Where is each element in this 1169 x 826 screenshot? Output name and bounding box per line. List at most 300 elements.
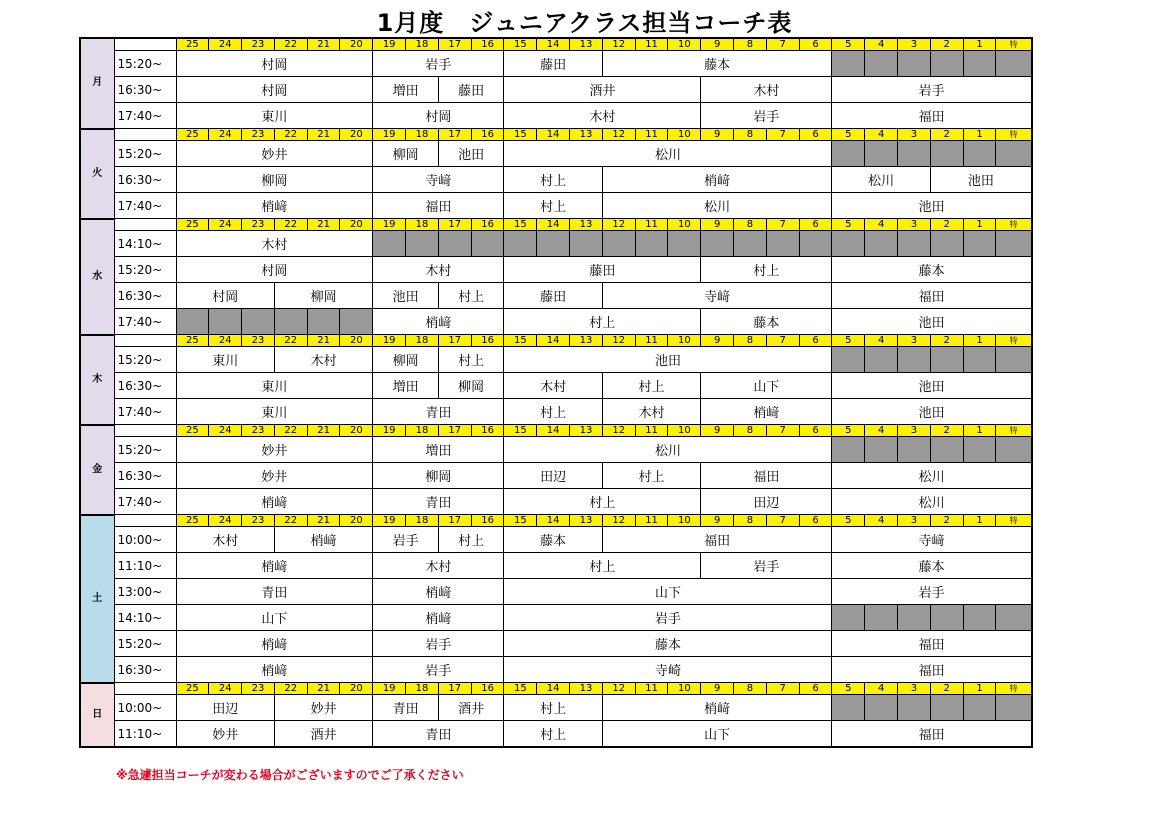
level-number: 20	[340, 425, 373, 437]
unavailable-cell	[274, 309, 307, 335]
header-blank	[114, 425, 176, 437]
level-number: 25	[176, 425, 209, 437]
time-slot-row	[80, 103, 1032, 129]
coach-cell: 田辺	[504, 463, 602, 489]
coach-cell: 池田	[438, 141, 504, 167]
level-number: 20	[340, 335, 373, 347]
level-number: 3	[898, 129, 931, 141]
level-number: 23	[242, 425, 275, 437]
level-number: 17	[438, 38, 471, 51]
coach-cell: 梢﨑	[176, 631, 373, 657]
time-label: 15:20~	[114, 347, 176, 373]
level-header-row	[80, 219, 1032, 231]
level-number: 20	[340, 38, 373, 51]
coach-cell: 柳岡	[176, 167, 373, 193]
coach-cell: 青田	[373, 399, 504, 425]
time-slot-row	[80, 347, 1032, 373]
level-number: 17	[438, 425, 471, 437]
level-number: 19	[373, 129, 406, 141]
level-number: 11	[635, 683, 668, 695]
coach-cell: 池田	[832, 193, 1032, 219]
coach-cell: 木村	[373, 257, 504, 283]
level-number: 16	[471, 219, 504, 231]
level-number: 24	[209, 515, 242, 527]
level-number: 25	[176, 335, 209, 347]
level-number: 4	[865, 335, 898, 347]
level-number: 24	[209, 335, 242, 347]
level-number: 12	[602, 129, 635, 141]
level-number: 21	[307, 38, 340, 51]
unavailable-cell	[963, 605, 996, 631]
time-label: 17:40~	[114, 193, 176, 219]
time-slot-row	[80, 489, 1032, 515]
header-blank	[114, 219, 176, 231]
time-slot-row	[80, 193, 1032, 219]
unavailable-cell	[996, 605, 1032, 631]
day-label: 月	[80, 38, 114, 129]
coach-cell: 岩手	[701, 103, 832, 129]
level-number: 21	[307, 335, 340, 347]
time-slot-row	[80, 605, 1032, 631]
unavailable-cell	[504, 231, 537, 257]
coach-cell: 梢﨑	[274, 527, 372, 553]
coach-cell: 池田	[832, 399, 1032, 425]
coach-cell: 池田	[504, 347, 832, 373]
unavailable-cell	[996, 231, 1032, 257]
unavailable-cell	[799, 231, 832, 257]
time-label: 16:30~	[114, 373, 176, 399]
unavailable-cell	[438, 231, 471, 257]
coach-cell: 福田	[832, 657, 1032, 683]
level-number: 20	[340, 515, 373, 527]
coach-cell: 山下	[602, 721, 832, 748]
level-number: 18	[406, 515, 439, 527]
level-number: 13	[570, 425, 603, 437]
level-number: 1	[963, 219, 996, 231]
level-number: 15	[504, 335, 537, 347]
unavailable-cell	[209, 309, 242, 335]
coach-cell: 松川	[602, 193, 832, 219]
time-slot-row	[80, 463, 1032, 489]
coach-cell: 田辺	[701, 489, 832, 515]
unavailable-cell	[930, 231, 963, 257]
coach-cell: 池田	[832, 373, 1032, 399]
unavailable-cell	[307, 309, 340, 335]
level-number: 11	[635, 38, 668, 51]
unavailable-cell	[898, 51, 931, 77]
level-number: 16	[471, 515, 504, 527]
unavailable-cell	[963, 51, 996, 77]
level-number: 2	[930, 515, 963, 527]
unavailable-cell	[930, 695, 963, 721]
level-number: 15	[504, 38, 537, 51]
coach-cell: 村上	[504, 309, 701, 335]
level-number: 9	[701, 38, 734, 51]
level-number: 6	[799, 425, 832, 437]
level-number: 6	[799, 683, 832, 695]
coach-cell: 村上	[504, 489, 701, 515]
unavailable-cell	[898, 695, 931, 721]
level-number: 4	[865, 515, 898, 527]
level-number: 6	[799, 38, 832, 51]
unavailable-cell	[963, 231, 996, 257]
coach-cell: 藤田	[504, 257, 701, 283]
level-number: 13	[570, 515, 603, 527]
level-header-row	[80, 515, 1032, 527]
time-label: 16:30~	[114, 283, 176, 309]
coach-cell: 村上	[504, 553, 701, 579]
level-number: 10	[668, 38, 701, 51]
coach-cell: 松川	[504, 141, 832, 167]
level-number: 22	[274, 219, 307, 231]
level-number: 5	[832, 515, 865, 527]
unavailable-cell	[406, 231, 439, 257]
time-label: 11:10~	[114, 721, 176, 748]
level-number: 19	[373, 425, 406, 437]
coach-cell: 松川	[832, 489, 1032, 515]
day-label: 金	[80, 425, 114, 515]
level-number: 7	[766, 219, 799, 231]
coach-cell: 寺﨑	[602, 283, 832, 309]
level-number: 22	[274, 515, 307, 527]
level-number: 18	[406, 129, 439, 141]
level-number: 17	[438, 335, 471, 347]
level-number: 8	[734, 425, 767, 437]
coach-cell: 村上	[438, 527, 504, 553]
day-label: 水	[80, 219, 114, 335]
unavailable-cell	[832, 231, 865, 257]
level-header-row	[80, 38, 1032, 51]
header-blank	[114, 683, 176, 695]
level-number: 5	[832, 683, 865, 695]
coach-cell: 木村	[373, 553, 504, 579]
level-number: 8	[734, 38, 767, 51]
level-number: 12	[602, 219, 635, 231]
level-number: 10	[668, 425, 701, 437]
unavailable-cell	[930, 437, 963, 463]
level-number: 9	[701, 515, 734, 527]
time-slot-row	[80, 373, 1032, 399]
unavailable-cell	[963, 695, 996, 721]
time-label: 10:00~	[114, 527, 176, 553]
unavailable-cell	[898, 347, 931, 373]
level-number: 6	[799, 219, 832, 231]
level-number: 18	[406, 219, 439, 231]
page-title: 1月度 ジュニアクラス担当コーチ表	[376, 9, 793, 37]
coach-cell: 岩手	[832, 579, 1032, 605]
coach-schedule-table	[79, 37, 1033, 748]
coach-cell: 福田	[832, 103, 1032, 129]
level-number: 5	[832, 38, 865, 51]
level-number: 2	[930, 129, 963, 141]
level-number: 17	[438, 683, 471, 695]
coach-cell: 柳岡	[274, 283, 372, 309]
level-header-row	[80, 129, 1032, 141]
level-number: 15	[504, 129, 537, 141]
unavailable-cell	[832, 605, 865, 631]
level-number: 12	[602, 683, 635, 695]
coach-cell: 木村	[176, 527, 274, 553]
level-number: 11	[635, 515, 668, 527]
disclaimer-note: ※急遽担当コーチが変わる場合がございますのでご了承ください	[116, 768, 464, 782]
time-label: 16:30~	[114, 77, 176, 103]
level-number: 7	[766, 425, 799, 437]
level-number: 23	[242, 129, 275, 141]
coach-cell: 村岡	[176, 51, 373, 77]
time-slot-row	[80, 553, 1032, 579]
unavailable-cell	[865, 695, 898, 721]
unavailable-cell	[996, 51, 1032, 77]
level-number: 25	[176, 129, 209, 141]
level-number: 22	[274, 683, 307, 695]
unavailable-cell	[963, 141, 996, 167]
coach-cell: 寺崎	[504, 657, 832, 683]
coach-cell: 山下	[504, 579, 832, 605]
time-label: 14:10~	[114, 605, 176, 631]
unavailable-cell	[996, 437, 1032, 463]
level-number: 25	[176, 515, 209, 527]
unavailable-cell	[766, 231, 799, 257]
level-number: 25	[176, 38, 209, 51]
level-number: 25	[176, 683, 209, 695]
coach-cell: 梢﨑	[176, 553, 373, 579]
level-number: 14	[537, 219, 570, 231]
coach-cell: 村上	[504, 695, 602, 721]
level-number: 1	[963, 425, 996, 437]
level-number: 5	[832, 335, 865, 347]
coach-cell: 梢﨑	[373, 579, 504, 605]
level-number: 22	[274, 129, 307, 141]
level-number: 特	[996, 38, 1032, 51]
level-header-row	[80, 335, 1032, 347]
level-number: 19	[373, 38, 406, 51]
level-number: 15	[504, 219, 537, 231]
coach-cell: 寺﨑	[832, 527, 1032, 553]
level-number: 21	[307, 515, 340, 527]
time-slot-row	[80, 437, 1032, 463]
coach-cell: 村上	[438, 283, 504, 309]
coach-cell: 岩手	[832, 77, 1032, 103]
coach-cell: 藤本	[701, 309, 832, 335]
coach-cell: 福田	[832, 721, 1032, 748]
unavailable-cell	[865, 51, 898, 77]
level-number: 4	[865, 129, 898, 141]
level-number: 9	[701, 129, 734, 141]
coach-cell: 東川	[176, 373, 373, 399]
unavailable-cell	[865, 437, 898, 463]
unavailable-cell	[537, 231, 570, 257]
level-number: 24	[209, 129, 242, 141]
coach-cell: 藤本	[504, 631, 832, 657]
coach-cell: 藤本	[832, 257, 1032, 283]
coach-cell: 木村	[504, 373, 602, 399]
level-number: 1	[963, 515, 996, 527]
coach-cell: 木村	[176, 231, 373, 257]
coach-cell: 藤本	[602, 51, 832, 77]
unavailable-cell	[865, 231, 898, 257]
coach-cell: 藤本	[504, 527, 602, 553]
time-label: 15:20~	[114, 631, 176, 657]
coach-cell: 木村	[274, 347, 372, 373]
coach-cell: 岩手	[701, 553, 832, 579]
level-number: 21	[307, 129, 340, 141]
coach-cell: 東川	[176, 399, 373, 425]
level-number: 13	[570, 38, 603, 51]
time-slot-row	[80, 579, 1032, 605]
time-label: 17:40~	[114, 399, 176, 425]
level-number: 11	[635, 219, 668, 231]
coach-cell: 寺﨑	[373, 167, 504, 193]
day-label: 火	[80, 129, 114, 219]
coach-cell: 梢﨑	[602, 695, 832, 721]
unavailable-cell	[865, 141, 898, 167]
coach-cell: 妙井	[176, 463, 373, 489]
level-number: 14	[537, 335, 570, 347]
level-number: 14	[537, 38, 570, 51]
level-number: 6	[799, 129, 832, 141]
coach-cell: 村岡	[176, 77, 373, 103]
time-slot-row	[80, 77, 1032, 103]
time-label: 16:30~	[114, 167, 176, 193]
coach-cell: 増田	[373, 437, 504, 463]
time-label: 15:20~	[114, 437, 176, 463]
time-label: 14:10~	[114, 231, 176, 257]
level-number: 4	[865, 425, 898, 437]
coach-cell: 池田	[832, 309, 1032, 335]
level-number: 特	[996, 219, 1032, 231]
level-number: 14	[537, 425, 570, 437]
level-number: 12	[602, 425, 635, 437]
coach-cell: 岩手	[373, 51, 504, 77]
level-number: 特	[996, 515, 1032, 527]
coach-cell: 東川	[176, 103, 373, 129]
level-number: 2	[930, 425, 963, 437]
unavailable-cell	[930, 51, 963, 77]
time-label: 17:40~	[114, 489, 176, 515]
time-label: 15:20~	[114, 51, 176, 77]
unavailable-cell	[963, 437, 996, 463]
coach-cell: 福田	[373, 193, 504, 219]
time-slot-row	[80, 399, 1032, 425]
level-number: 12	[602, 335, 635, 347]
coach-cell: 梢﨑	[602, 167, 832, 193]
level-number: 14	[537, 683, 570, 695]
day-label: 木	[80, 335, 114, 425]
time-slot-row	[80, 631, 1032, 657]
level-number: 特	[996, 335, 1032, 347]
level-number: 2	[930, 38, 963, 51]
level-number: 6	[799, 335, 832, 347]
time-label: 17:40~	[114, 309, 176, 335]
coach-cell: 松川	[504, 437, 832, 463]
level-number: 7	[766, 129, 799, 141]
unavailable-cell	[930, 141, 963, 167]
unavailable-cell	[865, 347, 898, 373]
coach-cell: 藤田	[504, 283, 602, 309]
level-number: 13	[570, 683, 603, 695]
coach-cell: 福田	[701, 463, 832, 489]
level-number: 2	[930, 335, 963, 347]
level-number: 8	[734, 219, 767, 231]
coach-cell: 村岡	[176, 257, 373, 283]
time-label: 17:40~	[114, 103, 176, 129]
coach-cell: 梢﨑	[373, 605, 504, 631]
time-slot-row	[80, 721, 1032, 748]
unavailable-cell	[832, 141, 865, 167]
unavailable-cell	[898, 231, 931, 257]
unavailable-cell	[832, 437, 865, 463]
level-number: 7	[766, 683, 799, 695]
level-number: 23	[242, 335, 275, 347]
unavailable-cell	[930, 605, 963, 631]
level-number: 19	[373, 335, 406, 347]
coach-cell: 柳岡	[373, 347, 439, 373]
level-number: 3	[898, 335, 931, 347]
level-number: 16	[471, 425, 504, 437]
coach-cell: 梢﨑	[176, 193, 373, 219]
time-label: 13:00~	[114, 579, 176, 605]
coach-cell: 木村	[504, 103, 701, 129]
level-number: 4	[865, 683, 898, 695]
level-number: 23	[242, 515, 275, 527]
coach-cell: 池田	[930, 167, 1032, 193]
time-label: 10:00~	[114, 695, 176, 721]
coach-cell: 増田	[373, 373, 439, 399]
header-blank	[114, 515, 176, 527]
unavailable-cell	[668, 231, 701, 257]
coach-cell: 妙井	[176, 141, 373, 167]
level-number: 11	[635, 129, 668, 141]
unavailable-cell	[701, 231, 734, 257]
time-slot-row	[80, 231, 1032, 257]
level-number: 8	[734, 129, 767, 141]
coach-cell: 梢﨑	[701, 399, 832, 425]
coach-cell: 藤田	[438, 77, 504, 103]
level-number: 14	[537, 129, 570, 141]
level-number: 1	[963, 38, 996, 51]
coach-cell: 木村	[701, 77, 832, 103]
coach-cell: 村上	[504, 721, 602, 748]
level-number: 15	[504, 425, 537, 437]
level-number: 9	[701, 219, 734, 231]
level-number: 24	[209, 219, 242, 231]
time-slot-row	[80, 283, 1032, 309]
coach-cell: 村上	[504, 167, 602, 193]
coach-cell: 松川	[832, 167, 930, 193]
level-number: 1	[963, 129, 996, 141]
level-number: 18	[406, 335, 439, 347]
coach-cell: 福田	[832, 631, 1032, 657]
unavailable-cell	[832, 51, 865, 77]
level-number: 3	[898, 425, 931, 437]
unavailable-cell	[898, 437, 931, 463]
level-number: 23	[242, 683, 275, 695]
level-number: 1	[963, 335, 996, 347]
level-number: 10	[668, 683, 701, 695]
unavailable-cell	[898, 605, 931, 631]
level-number: 24	[209, 683, 242, 695]
coach-cell: 岩手	[373, 631, 504, 657]
level-number: 18	[406, 683, 439, 695]
coach-cell: 福田	[832, 283, 1032, 309]
level-number: 10	[668, 335, 701, 347]
coach-cell: 村岡	[176, 283, 274, 309]
level-number: 24	[209, 38, 242, 51]
time-slot-row	[80, 167, 1032, 193]
level-number: 13	[570, 335, 603, 347]
level-number: 21	[307, 425, 340, 437]
unavailable-cell	[602, 231, 635, 257]
